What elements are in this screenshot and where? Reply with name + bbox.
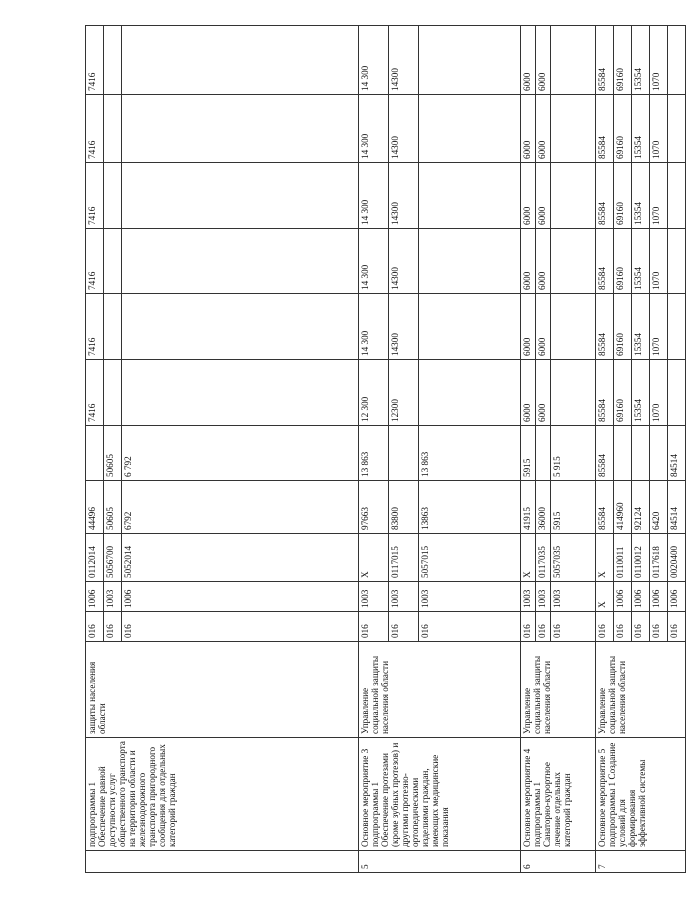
table-cell: 1006	[650, 582, 668, 612]
event-name: подпрограммы 1 Обеспечение равной доступности услуг общественного транспорта на территории области и железнодорожного транспорта пригородного сообщения для отдельных категорий граждан	[86, 738, 359, 851]
table-cell: 1070	[650, 163, 668, 229]
table-cell: 5057015	[419, 534, 521, 582]
table-row	[521, 26, 536, 873]
table-cell: 016	[104, 612, 122, 642]
table-cell: 85584	[596, 360, 614, 426]
table-cell: 0110011	[614, 534, 632, 582]
table-cell: 1070	[650, 294, 668, 360]
budget-table-page	[85, 26, 679, 873]
table-cell: 016	[389, 612, 419, 642]
table-cell: 5052014	[122, 534, 359, 582]
table-cell: 7416	[86, 95, 104, 163]
executor: Управление социальной защиты населения области	[596, 642, 686, 738]
table-cell	[668, 26, 686, 95]
table-cell: 5057035	[551, 534, 596, 582]
table-cell: 5915	[551, 481, 596, 534]
table-cell: 016	[632, 612, 650, 642]
table-cell: 83800	[389, 481, 419, 534]
table-cell: 97663	[359, 481, 389, 534]
table-cell: 50605	[104, 481, 122, 534]
table-cell: 1003	[389, 582, 419, 612]
row-number: 7	[596, 851, 686, 873]
table-cell: 6792	[122, 481, 359, 534]
table-cell: 14300	[389, 95, 419, 163]
row-number	[86, 851, 359, 873]
table-cell: 1070	[650, 26, 668, 95]
table-cell: Х	[596, 534, 614, 582]
table-cell: 016	[614, 612, 632, 642]
budget-table	[85, 25, 686, 873]
table-cell: 7416	[86, 294, 104, 360]
table-cell	[419, 26, 521, 95]
event-name: Основное мероприятие 4 подпрограммы 1 Санаторно-курортное лечение отдельных категорий граждан	[521, 738, 596, 851]
table-cell: 12 300	[359, 360, 389, 426]
table-cell: 016	[521, 612, 536, 642]
table-cell: 15354	[632, 26, 650, 95]
table-cell: 1003	[104, 582, 122, 612]
table-cell: 1003	[551, 582, 596, 612]
table-cell: 1070	[650, 360, 668, 426]
table-cell	[104, 229, 122, 294]
table-cell: 6000	[521, 163, 536, 229]
table-cell	[668, 163, 686, 229]
table-cell: 14 300	[359, 26, 389, 95]
table-cell: 6000	[536, 26, 551, 95]
table-cell	[551, 95, 596, 163]
table-cell: 7416	[86, 360, 104, 426]
table-cell: Х	[521, 534, 536, 582]
table-cell: 5915	[521, 426, 536, 481]
table-cell: 15354	[632, 294, 650, 360]
table-cell: 016	[122, 612, 359, 642]
table-cell	[122, 360, 359, 426]
table-cell: 5 915	[551, 426, 596, 481]
table-cell	[536, 426, 551, 481]
executor: Управление социальной защиты населения области	[359, 642, 521, 738]
table-cell: 6000	[521, 26, 536, 95]
table-cell	[650, 426, 668, 481]
executor: защиты населения области	[86, 642, 359, 738]
table-cell	[551, 163, 596, 229]
table-cell: 85584	[596, 426, 614, 481]
table-cell	[419, 95, 521, 163]
table-cell: 6 792	[122, 426, 359, 481]
table-cell: 6000	[536, 229, 551, 294]
table-cell: 14300	[389, 163, 419, 229]
table-cell: 14 300	[359, 95, 389, 163]
table-cell: 6000	[521, 229, 536, 294]
table-cell: 016	[359, 612, 389, 642]
table-cell: 0117035	[536, 534, 551, 582]
table-cell: 50605	[104, 426, 122, 481]
table-cell: 6000	[536, 294, 551, 360]
table-cell	[614, 426, 632, 481]
table-cell	[104, 163, 122, 229]
table-cell: 84514	[668, 426, 686, 481]
table-cell: 5056700	[104, 534, 122, 582]
table-cell: 14 300	[359, 163, 389, 229]
table-cell: 7416	[86, 229, 104, 294]
table-cell: 85584	[596, 163, 614, 229]
table-cell: 1003	[536, 582, 551, 612]
table-cell: 85584	[596, 294, 614, 360]
row-number: 5	[359, 851, 521, 873]
table-cell	[419, 360, 521, 426]
table-cell: 0117618	[650, 534, 668, 582]
table-cell: 15354	[632, 95, 650, 163]
table-cell	[104, 360, 122, 426]
table-cell: 1070	[650, 95, 668, 163]
table-cell	[668, 229, 686, 294]
table-cell: 414960	[614, 481, 632, 534]
table-cell	[122, 294, 359, 360]
table-cell: 85584	[596, 26, 614, 95]
event-name: Основное мероприятие 5 подпрограммы 1 Создание условий для формирования эффективной системы	[596, 738, 686, 851]
table-cell	[122, 163, 359, 229]
table-cell	[668, 360, 686, 426]
table-cell: 0110012	[632, 534, 650, 582]
table-cell: 13 863	[419, 426, 521, 481]
table-cell	[668, 95, 686, 163]
table-cell: 0117015	[389, 534, 419, 582]
table-cell: 69160	[614, 229, 632, 294]
table-cell	[632, 426, 650, 481]
table-cell	[668, 294, 686, 360]
table-cell: 016	[536, 612, 551, 642]
table-cell: 69160	[614, 95, 632, 163]
table-cell	[122, 95, 359, 163]
table-cell: 016	[596, 612, 614, 642]
row-number: 6	[521, 851, 596, 873]
table-cell: 6000	[536, 95, 551, 163]
table-cell: Х	[596, 582, 614, 612]
table-cell: 69160	[614, 294, 632, 360]
table-cell: 1006	[614, 582, 632, 612]
table-cell: 0020400	[668, 534, 686, 582]
table-cell	[122, 229, 359, 294]
table-cell: 44496	[86, 481, 104, 534]
table-cell: 14 300	[359, 229, 389, 294]
table-cell: 1003	[359, 582, 389, 612]
table-cell: 016	[668, 612, 686, 642]
table-cell: 69160	[614, 26, 632, 95]
table-cell: 84514	[668, 481, 686, 534]
table-cell	[551, 26, 596, 95]
table-cell	[122, 26, 359, 95]
table-cell: 14300	[389, 294, 419, 360]
table-cell: 6000	[521, 294, 536, 360]
table-cell: 6000	[521, 360, 536, 426]
table-cell	[551, 360, 596, 426]
table-cell: Х	[359, 534, 389, 582]
table-cell	[86, 426, 104, 481]
table-cell: 1070	[650, 229, 668, 294]
table-cell: 6000	[521, 95, 536, 163]
table-cell: 016	[419, 612, 521, 642]
table-cell	[551, 294, 596, 360]
table-cell: 12300	[389, 360, 419, 426]
table-cell: 14300	[389, 26, 419, 95]
table-cell: 6000	[536, 360, 551, 426]
table-cell	[104, 95, 122, 163]
table-cell: 016	[551, 612, 596, 642]
table-cell: 1006	[86, 582, 104, 612]
table-cell	[104, 294, 122, 360]
table-cell	[419, 229, 521, 294]
executor: Управление социальной защиты населения области	[521, 642, 596, 738]
table-cell: 1006	[668, 582, 686, 612]
table-cell: 13863	[419, 481, 521, 534]
table-cell: 15354	[632, 163, 650, 229]
table-cell: 1006	[632, 582, 650, 612]
table-cell: 6420	[650, 481, 668, 534]
table-cell: 016	[86, 612, 104, 642]
table-cell: 69160	[614, 163, 632, 229]
table-cell	[104, 26, 122, 95]
table-cell: 7416	[86, 163, 104, 229]
table-row	[596, 26, 614, 873]
table-cell: 92124	[632, 481, 650, 534]
table-cell: 15354	[632, 229, 650, 294]
table-cell: 7416	[86, 26, 104, 95]
table-cell: 69160	[614, 360, 632, 426]
table-cell: 14300	[389, 229, 419, 294]
table-cell: 15354	[632, 360, 650, 426]
table-row	[359, 26, 389, 873]
table-cell: 6000	[536, 163, 551, 229]
table-cell: 36000	[536, 481, 551, 534]
table-cell: 1003	[521, 582, 536, 612]
table-cell: 1006	[122, 582, 359, 612]
table-cell: 85584	[596, 95, 614, 163]
table-cell: 41915	[521, 481, 536, 534]
table-cell	[551, 229, 596, 294]
table-cell: 13 863	[359, 426, 389, 481]
table-cell	[419, 163, 521, 229]
table-cell: 016	[650, 612, 668, 642]
table-cell: 85584	[596, 481, 614, 534]
table-cell: 0112014	[86, 534, 104, 582]
event-name: Основное мероприятие 3 подпрограммы 1 Обеспечение протезами (кроме зубных протезов) и другими протезно-ортопедическими изделиями граждан, имеющих медицинские показания	[359, 738, 521, 851]
table-cell: 85584	[596, 229, 614, 294]
table-cell: 1003	[419, 582, 521, 612]
table-row	[86, 26, 104, 873]
table-cell	[389, 426, 419, 481]
table-cell	[419, 294, 521, 360]
table-cell: 14 300	[359, 294, 389, 360]
